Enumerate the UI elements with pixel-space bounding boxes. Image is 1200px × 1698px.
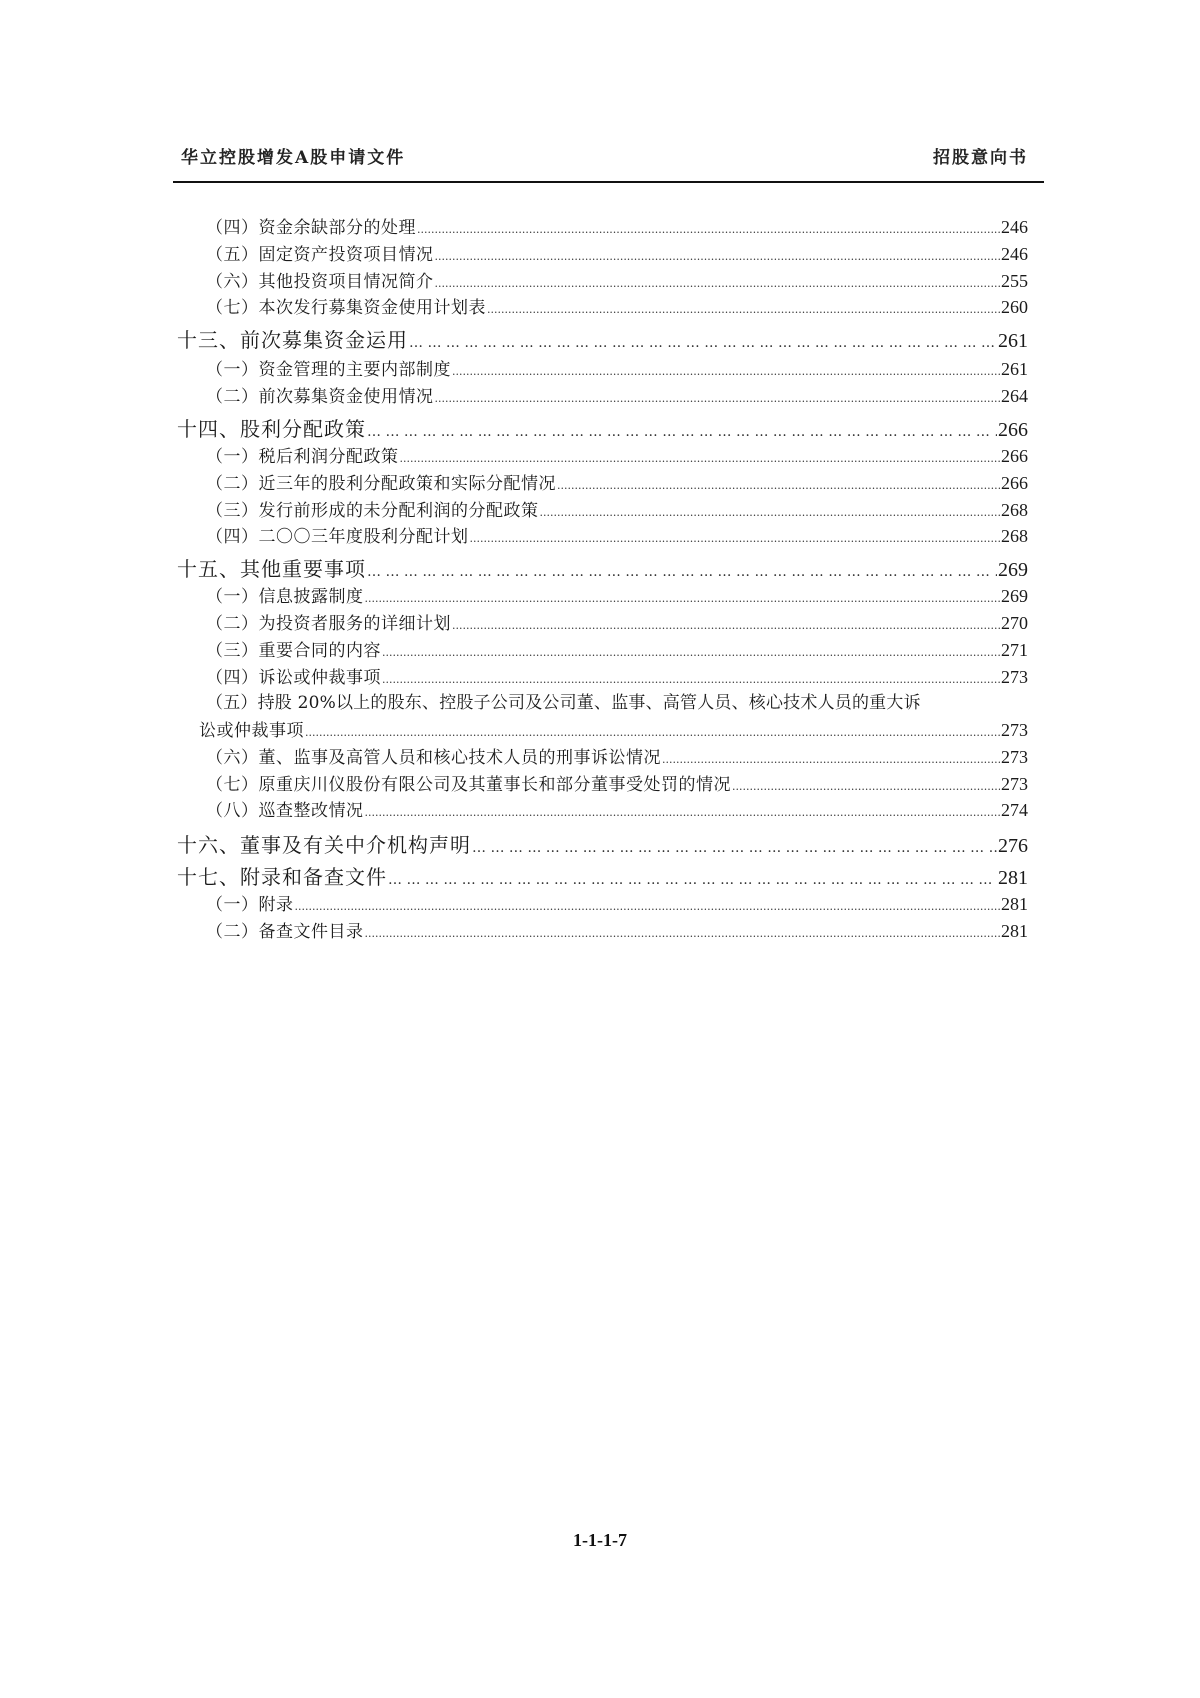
toc-entry-title-line1[interactable]: （五）持股 20%以上的股东、控股子公司及公司董、监事、高管人员、核心技术人员的重大诉	[206, 693, 921, 713]
toc-leader	[382, 667, 1000, 692]
toc-leader	[417, 217, 1000, 242]
toc-entry-title: （六）董、监事及高管人员和核心技术人员的刑事诉讼情况	[206, 748, 661, 768]
toc-leader	[487, 297, 1000, 322]
toc-entry-title: （四）二〇〇三年度股利分配计划	[206, 527, 469, 547]
toc-entry-page: 273	[1001, 774, 1028, 794]
toc-entry-title: （一）资金管理的主要内部制度	[206, 360, 451, 380]
toc-entry[interactable]	[206, 524, 1028, 549]
toc-entry-page: 268	[1001, 526, 1028, 546]
document-type: 招股意向书	[933, 148, 1028, 168]
document-title: 华立控股增发A股申请文件	[181, 148, 406, 168]
toc-entry-title: （一）税后利润分配政策	[206, 447, 399, 467]
toc-entry[interactable]	[206, 892, 1028, 917]
toc-leader	[365, 586, 1001, 611]
toc-section-title: 十四、股利分配政策	[177, 417, 366, 441]
toc-entry-page: 264	[1001, 386, 1028, 406]
toc-entry[interactable]	[206, 498, 1028, 523]
toc-leader	[540, 500, 1001, 525]
toc-entry[interactable]	[206, 745, 1028, 770]
toc-leader	[435, 271, 1001, 296]
toc-leader	[365, 800, 1001, 825]
toc-entry-page: 281	[1001, 921, 1028, 941]
header-divider	[173, 181, 1044, 183]
toc-entry[interactable]	[206, 269, 1028, 294]
toc-entry[interactable]	[206, 584, 1028, 609]
toc-section-page: 276	[998, 835, 1028, 857]
toc-entry-title: （二）前次募集资金使用情况	[206, 387, 434, 407]
toc-leader	[435, 386, 1001, 411]
toc-entry[interactable]	[206, 384, 1028, 409]
toc-leader	[662, 747, 1000, 772]
toc-entry-title: （二）备查文件目录	[206, 922, 364, 942]
toc-leader	[732, 774, 1000, 799]
toc-entry-page: 266	[1001, 446, 1028, 466]
toc-section[interactable]	[177, 415, 1028, 443]
toc-entry[interactable]	[206, 471, 1028, 496]
toc-section-page: 281	[998, 867, 1028, 889]
toc-section-title: 十七、附录和备查文件	[177, 865, 387, 889]
toc-leader	[470, 526, 1001, 551]
toc-section-title: 十五、其他重要事项	[177, 557, 366, 581]
toc-entry-page: 246	[1001, 244, 1028, 264]
toc-leader	[388, 863, 997, 894]
toc-section-title: 十六、董事及有关中介机构声明	[177, 833, 471, 857]
toc-entry-title: （六）其他投资项目情况简介	[206, 272, 434, 292]
toc-leader	[557, 473, 1000, 498]
toc-leader	[295, 894, 1001, 919]
toc-entry[interactable]	[206, 772, 1028, 797]
toc-section-page: 261	[998, 330, 1028, 352]
toc-entry[interactable]	[206, 919, 1028, 944]
toc-entry[interactable]	[206, 665, 1028, 690]
toc-entry-page: 270	[1001, 613, 1028, 633]
toc-entry[interactable]	[206, 638, 1028, 663]
toc-entry[interactable]	[199, 718, 1028, 743]
toc-entry-page: 274	[1001, 800, 1028, 820]
toc-entry-title: （一）附录	[206, 895, 294, 915]
toc-entry-page: 273	[1001, 720, 1028, 740]
toc-entry[interactable]	[206, 357, 1028, 382]
toc-section-page: 269	[998, 559, 1028, 581]
toc-entry-title: （四）资金余缺部分的处理	[206, 218, 416, 238]
toc-entry[interactable]	[206, 798, 1028, 823]
toc-entry-title: （八）巡查整改情况	[206, 801, 364, 821]
toc-entry[interactable]	[206, 444, 1028, 469]
toc-entry-page: 261	[1001, 359, 1028, 379]
toc-entry-page: 266	[1001, 473, 1028, 493]
toc-entry-title: 讼或仲裁事项	[199, 721, 304, 741]
toc-leader	[305, 720, 1000, 745]
toc-entry-page: 260	[1001, 297, 1028, 317]
toc-entry-title: （三）发行前形成的未分配利润的分配政策	[206, 501, 539, 521]
toc-section[interactable]	[177, 831, 1028, 859]
toc-leader	[382, 640, 1000, 665]
toc-section[interactable]	[177, 863, 1028, 891]
toc-entry[interactable]	[206, 215, 1028, 240]
toc-entry-page: 271	[1001, 640, 1028, 660]
toc-section[interactable]	[177, 326, 1028, 354]
toc-entry-page: 246	[1001, 217, 1028, 237]
toc-entry-title: （七）本次发行募集资金使用计划表	[206, 298, 486, 318]
toc-entry-page: 255	[1001, 271, 1028, 291]
toc-entry-page: 269	[1001, 586, 1028, 606]
toc-leader	[409, 326, 997, 357]
toc-leader	[365, 921, 1001, 946]
toc-leader	[435, 244, 1001, 269]
toc-entry-title: （七）原重庆川仪股份有限公司及其董事长和部分董事受处罚的情况	[206, 775, 731, 795]
toc-entry-title: （四）诉讼或仲裁事项	[206, 668, 381, 688]
toc-entry[interactable]	[206, 295, 1028, 320]
toc-leader	[367, 415, 997, 446]
toc-section-page: 266	[998, 419, 1028, 441]
toc-leader	[472, 831, 997, 862]
toc-entry-title: （一）信息披露制度	[206, 587, 364, 607]
page-number: 1-1-1-7	[573, 1530, 627, 1550]
toc-leader	[400, 446, 1001, 471]
toc-entry-title: （二）为投资者服务的详细计划	[206, 614, 451, 634]
toc-entry-title: （三）重要合同的内容	[206, 641, 381, 661]
toc-entry[interactable]	[206, 611, 1028, 636]
toc-entry-page: 273	[1001, 667, 1028, 687]
toc-entry[interactable]	[206, 242, 1028, 267]
toc-entry-title: （二）近三年的股利分配政策和实际分配情况	[206, 474, 556, 494]
page-header	[173, 140, 1044, 172]
toc-entry-title: （五）固定资产投资项目情况	[206, 245, 434, 265]
toc-entry-page: 268	[1001, 500, 1028, 520]
toc-entry-page: 273	[1001, 747, 1028, 767]
toc-section-title: 十三、前次募集资金运用	[177, 328, 408, 352]
toc-leader	[452, 613, 1000, 638]
toc-entry-page: 281	[1001, 894, 1028, 914]
toc-leader	[367, 555, 997, 586]
toc-section[interactable]	[177, 555, 1028, 583]
toc-leader	[452, 359, 1000, 384]
